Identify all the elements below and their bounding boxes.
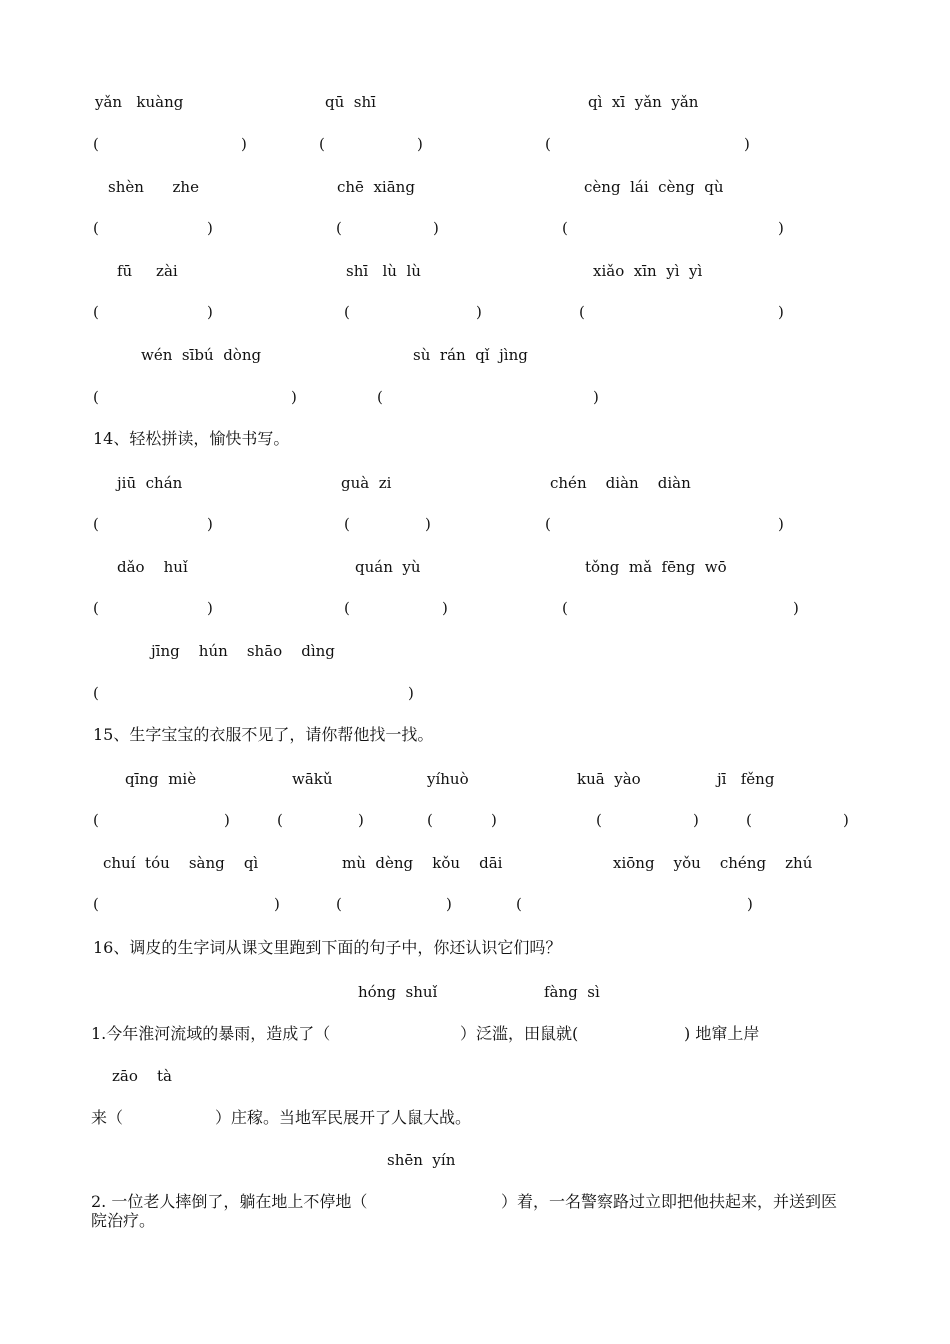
pinyin-item: wākǔ: [292, 770, 333, 788]
answer-paren-close: ): [693, 811, 699, 829]
answer-paren-open: (: [344, 515, 350, 533]
answer-paren-open: (: [93, 303, 99, 321]
answer-paren-open: (: [545, 515, 551, 533]
pinyin-item: qì xī yǎn yǎn: [588, 93, 699, 111]
answer-paren-open: (: [93, 684, 99, 702]
answer-paren-open: (: [562, 219, 568, 237]
sentence-text: ）着，一名警察路过立即把他扶起来，并送到医: [501, 1192, 838, 1211]
sentence-text: ）庄稼。当地军民展开了人鼠大战。: [215, 1108, 472, 1127]
answer-paren-open: (: [93, 895, 99, 913]
answer-paren-close: ): [274, 895, 280, 913]
answer-paren-close: ): [793, 599, 799, 617]
answer-paren-close: ): [417, 135, 423, 153]
answer-paren-open: (: [277, 811, 283, 829]
answer-paren-close: ): [491, 811, 497, 829]
pinyin-item: chén diàn diàn: [550, 474, 691, 492]
answer-paren-close: ): [425, 515, 431, 533]
pinyin-item: xiōng yǒu chéng zhú: [613, 854, 813, 872]
section-title: 15、生字宝宝的衣服不见了，请你帮他找一找。: [93, 725, 434, 744]
answer-paren-close: ): [291, 388, 297, 406]
pinyin-item: fàng sì: [544, 983, 600, 1001]
sentence-text: 1.今年淮河流域的暴雨，造成了（: [91, 1024, 331, 1043]
pinyin-item: dǎo huǐ: [117, 558, 188, 576]
pinyin-item: fū zài: [117, 262, 178, 280]
answer-paren-close: ): [358, 811, 364, 829]
answer-paren-open: (: [596, 811, 602, 829]
pinyin-item: qū shī: [325, 93, 376, 111]
answer-paren-close: ): [747, 895, 753, 913]
pinyin-item: jī fěng: [717, 770, 775, 788]
pinyin-item: sù rán qǐ jìng: [413, 346, 528, 364]
answer-paren-open: (: [93, 811, 99, 829]
answer-paren-close: ): [207, 219, 213, 237]
answer-paren-close: ): [744, 135, 750, 153]
answer-paren-open: (: [93, 219, 99, 237]
answer-paren-close: ): [843, 811, 849, 829]
answer-paren-open: (: [93, 599, 99, 617]
sentence-text: 2. 一位老人摔倒了，躺在地上不停地（: [91, 1192, 368, 1211]
answer-paren-open: (: [545, 135, 551, 153]
section-title: 16、调皮的生字词从课文里跑到下面的句子中，你还认识它们吗？: [93, 938, 562, 957]
pinyin-item: wén sībú dòng: [141, 346, 262, 364]
pinyin-item: quán yù: [355, 558, 421, 576]
answer-paren-close: ): [476, 303, 482, 321]
pinyin-item: chuí tóu sàng qì: [103, 854, 259, 872]
answer-paren-open: (: [336, 219, 342, 237]
pinyin-item: zāo tà: [112, 1067, 172, 1085]
answer-paren-open: (: [344, 599, 350, 617]
answer-paren-open: (: [336, 895, 342, 913]
answer-paren-close: ): [778, 303, 784, 321]
answer-paren-close: ): [778, 515, 784, 533]
pinyin-item: hóng shuǐ: [358, 983, 438, 1001]
answer-paren-close: ): [241, 135, 247, 153]
answer-paren-close: ): [207, 303, 213, 321]
answer-paren-open: (: [319, 135, 325, 153]
answer-paren-open: (: [746, 811, 752, 829]
answer-paren-close: ): [593, 388, 599, 406]
pinyin-item: cèng lái cèng qù: [584, 178, 724, 196]
pinyin-item: mù dèng kǒu dāi: [342, 854, 503, 872]
pinyin-item: shī lù lù: [346, 262, 421, 280]
answer-paren-close: ): [207, 515, 213, 533]
answer-paren-close: ): [442, 599, 448, 617]
pinyin-item: shēn yín: [387, 1151, 456, 1169]
answer-paren-open: (: [344, 303, 350, 321]
answer-paren-open: (: [516, 895, 522, 913]
answer-paren-open: (: [579, 303, 585, 321]
pinyin-item: tǒng mǎ fēng wō: [585, 558, 727, 576]
answer-paren-close: ): [224, 811, 230, 829]
pinyin-item: shèn zhe: [108, 178, 199, 196]
answer-paren-close: ): [408, 684, 414, 702]
pinyin-item: jīng hún shāo dìng: [151, 642, 335, 660]
answer-paren-close: ): [778, 219, 784, 237]
sentence-text: ) 地窜上岸: [684, 1024, 760, 1043]
pinyin-item: jiū chán: [117, 474, 183, 492]
sentence-text: ）泛滥，田鼠就(: [460, 1024, 579, 1043]
answer-paren-open: (: [93, 388, 99, 406]
answer-paren-open: (: [562, 599, 568, 617]
answer-paren-open: (: [377, 388, 383, 406]
answer-paren-close: ): [207, 599, 213, 617]
pinyin-item: yǎn kuàng: [95, 93, 184, 111]
pinyin-item: qīng miè: [125, 770, 197, 788]
answer-paren-open: (: [93, 515, 99, 533]
answer-paren-close: ): [446, 895, 452, 913]
pinyin-item: guà zi: [341, 474, 392, 492]
pinyin-item: chē xiāng: [337, 178, 415, 196]
answer-paren-close: ): [433, 219, 439, 237]
sentence-text: 来（: [91, 1108, 124, 1127]
answer-paren-open: (: [427, 811, 433, 829]
section-title: 14、轻松拼读，愉快书写。: [93, 429, 290, 448]
pinyin-item: kuā yào: [577, 770, 641, 788]
pinyin-item: yíhuò: [427, 770, 469, 788]
pinyin-item: xiǎo xīn yì yì: [593, 262, 703, 280]
answer-paren-open: (: [93, 135, 99, 153]
sentence-text: 院治疗。: [91, 1211, 156, 1230]
